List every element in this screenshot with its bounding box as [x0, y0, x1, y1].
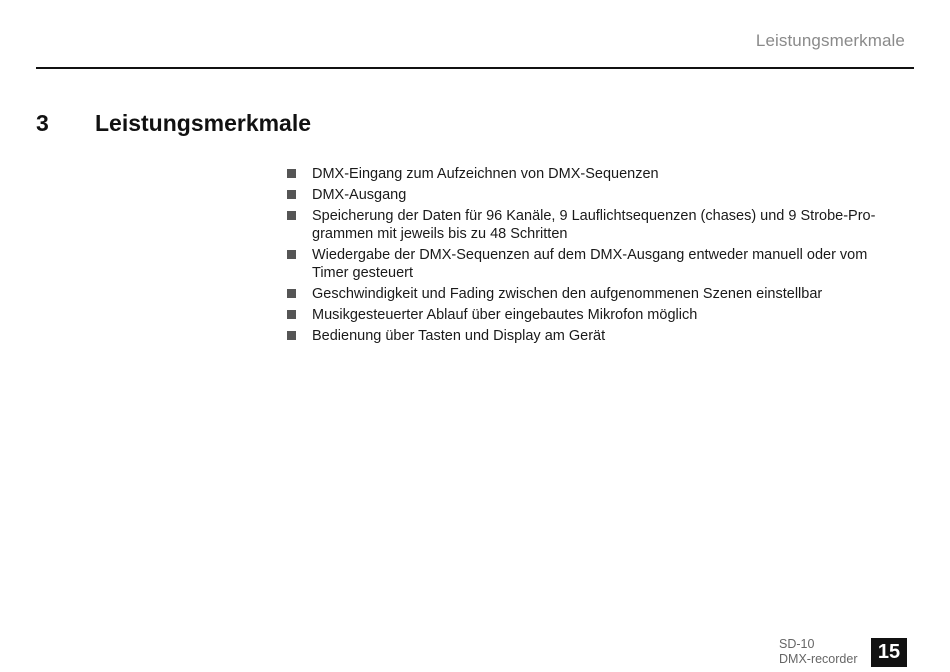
list-item-text: Geschwindigkeit und Fading zwischen den aufgenommenen Szenen einstellbar	[312, 286, 823, 302]
page-number-badge: 15	[871, 638, 907, 667]
list-item	[287, 306, 897, 324]
list-item-text: Bedienung über Tasten und Display am Gerät	[312, 328, 606, 344]
list-item-text: DMX-Eingang zum Aufzeichnen von DMX-Sequenzen	[312, 166, 659, 182]
list-item-text: Musikgesteuerter Ablauf über eingebautes Mikrofon möglich	[312, 307, 698, 323]
list-item	[287, 207, 897, 243]
square-bullet-icon	[287, 331, 296, 340]
square-bullet-icon	[287, 169, 296, 178]
square-bullet-icon	[287, 310, 296, 319]
list-item-text: DMX-Ausgang	[312, 187, 407, 203]
square-bullet-icon	[287, 289, 296, 298]
list-item	[287, 165, 897, 183]
feature-list	[287, 165, 897, 348]
chapter-number: 3	[36, 110, 49, 136]
chapter-title: Leistungsmerkmale	[95, 110, 312, 136]
footer-product-name: DMX-recorder	[779, 652, 858, 666]
list-item	[287, 327, 897, 345]
list-item-text: Speicherung der Daten für 96 Kanäle, 9 Lauflichtsequenzen (chases) und 9 Strobe-Pro- grammen mit jeweils bis zu 48 Schritten	[312, 208, 876, 242]
footer-model-name: SD-10	[779, 637, 815, 651]
square-bullet-icon	[287, 250, 296, 259]
square-bullet-icon	[287, 211, 296, 220]
header-divider	[36, 67, 914, 69]
list-item	[287, 246, 897, 282]
list-item-text: Wiedergabe der DMX-Sequenzen auf dem DMX-Ausgang entweder manuell oder vom Timer gesteuert	[312, 247, 868, 281]
list-item	[287, 186, 897, 204]
square-bullet-icon	[287, 190, 296, 199]
running-header-title: Leistungsmerkmale	[755, 31, 905, 50]
list-item	[287, 285, 897, 303]
